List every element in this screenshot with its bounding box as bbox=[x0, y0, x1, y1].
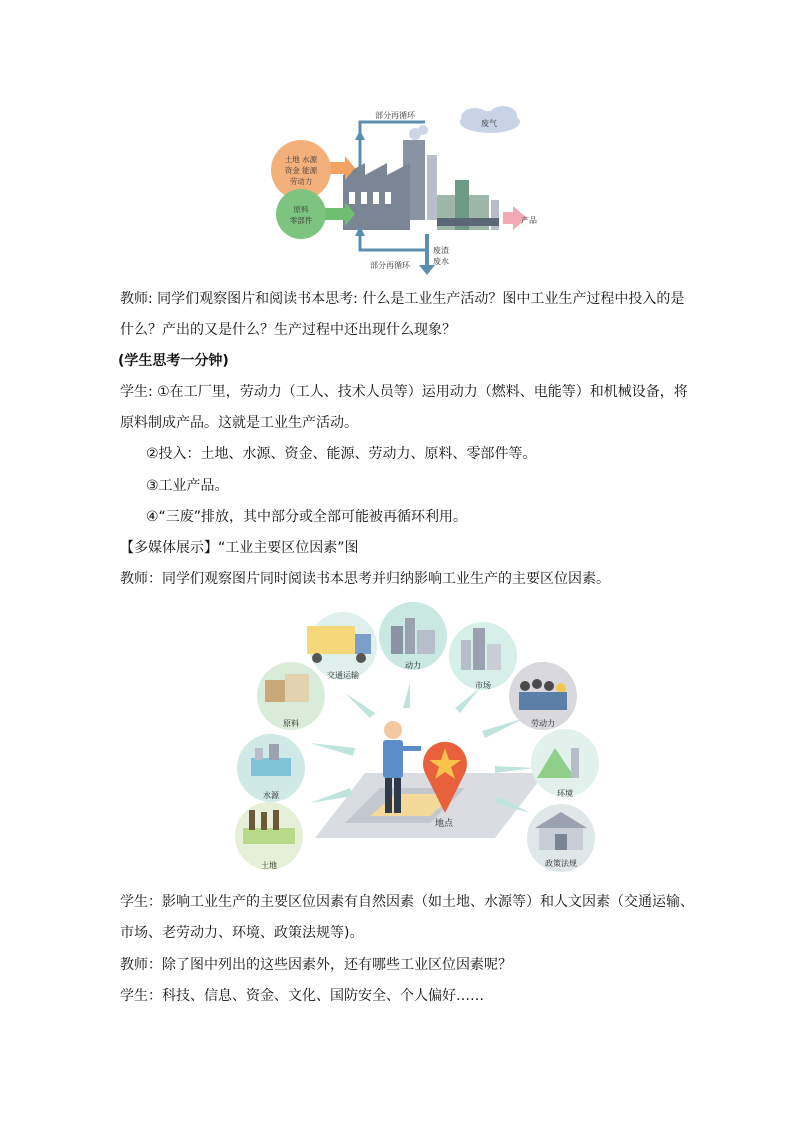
factor-water bbox=[237, 734, 305, 802]
svg-text:原料: 原料 bbox=[293, 205, 309, 214]
student-answer3: 学生：科技、信息、资金、文化、国防安全、个人偏好…… bbox=[120, 988, 484, 1004]
recycle-bottom-arrow bbox=[360, 228, 425, 250]
factor-market bbox=[449, 622, 517, 690]
factor-land bbox=[235, 802, 303, 870]
svg-text:原料: 原料 bbox=[283, 719, 299, 728]
teacher-followup: 教师：除了图中列出的这些因素外，还有哪些工业区位因素呢？ bbox=[120, 957, 512, 973]
factor-transport bbox=[307, 612, 377, 680]
recycle-top-label: 部分再循环 bbox=[375, 111, 415, 120]
center-location-label: 地点 bbox=[435, 819, 454, 829]
factor-raw-material bbox=[257, 662, 325, 730]
student-think-note: (学生思考一分钟) bbox=[118, 353, 229, 369]
teacher-question-line1: 教师: 同学们观察图片和阅读书本思考: 什么是工业生产活动？图中工业生产过程中投入的是 bbox=[120, 291, 685, 307]
svg-text:劳动力: 劳动力 bbox=[289, 177, 313, 186]
input-circle-materials bbox=[276, 189, 326, 239]
figure-location-factors bbox=[225, 598, 605, 880]
svg-text:市场: 市场 bbox=[475, 681, 491, 690]
student-answer2-line1: 学生：影响工业生产的主要区位因素有自然因素（如土地、水源等）和人文因素（交通运输、 bbox=[120, 894, 694, 910]
factor-environment bbox=[531, 729, 599, 798]
factor-power bbox=[379, 602, 447, 670]
factory-icon bbox=[343, 140, 499, 230]
figure-industrial-process bbox=[265, 100, 555, 275]
svg-text:交通运输: 交通运输 bbox=[327, 671, 359, 680]
svg-text:动力: 动力 bbox=[405, 661, 421, 670]
location-factors-diagram bbox=[225, 598, 605, 880]
teacher-instruction: 教师：同学们观察图片同时阅读书本思考并归纳影响工业生产的主要区位因素。 bbox=[120, 571, 610, 587]
svg-text:政策法规: 政策法规 bbox=[545, 859, 577, 868]
recycle-bottom-label: 部分再循环 bbox=[370, 261, 410, 270]
industrial-process-diagram bbox=[265, 100, 555, 275]
svg-text:土地: 土地 bbox=[261, 861, 277, 870]
waste-slag-label: 废渣 bbox=[433, 246, 449, 255]
svg-text:资金 能源: 资金 能源 bbox=[284, 166, 318, 175]
student-answer-line2: 原料制成产品。这就是工业生产活动。 bbox=[120, 415, 358, 431]
svg-text:水源: 水源 bbox=[263, 791, 279, 800]
student-answer-line1: 学生: ①在工厂里，劳动力（工人、技术人员等）运用动力（燃料、电能等）和机械设备，将 bbox=[120, 384, 688, 400]
svg-text:劳动力: 劳动力 bbox=[531, 719, 555, 728]
waste-gas-cloud bbox=[460, 106, 520, 133]
factor-labor bbox=[509, 662, 577, 730]
answer-item-3: ③工业产品。 bbox=[146, 478, 229, 494]
product-label: 产品 bbox=[521, 216, 537, 225]
waste-gas-label: 废气 bbox=[481, 119, 497, 128]
svg-text:土地 水源: 土地 水源 bbox=[284, 155, 318, 164]
student-answer2-line2: 市场、老劳动力、环境、政策法规等)。 bbox=[120, 925, 364, 941]
multimedia-heading: 【多媒体展示】“工业主要区位因素”图 bbox=[120, 540, 359, 556]
teacher-question-line2: 什么？产出的又是什么？生产过程中还出现什么现象？ bbox=[120, 322, 456, 338]
factor-policy bbox=[527, 804, 595, 872]
waste-water-label: 废水 bbox=[433, 257, 449, 266]
svg-text:环境: 环境 bbox=[557, 789, 573, 798]
answer-item-2: ②投入：土地、水源、资金、能源、劳动力、原料、零部件等。 bbox=[146, 446, 537, 462]
svg-text:零部件: 零部件 bbox=[289, 216, 313, 225]
answer-item-4: ④“三废”排放，其中部分或全部可能被再循环利用。 bbox=[146, 509, 468, 525]
